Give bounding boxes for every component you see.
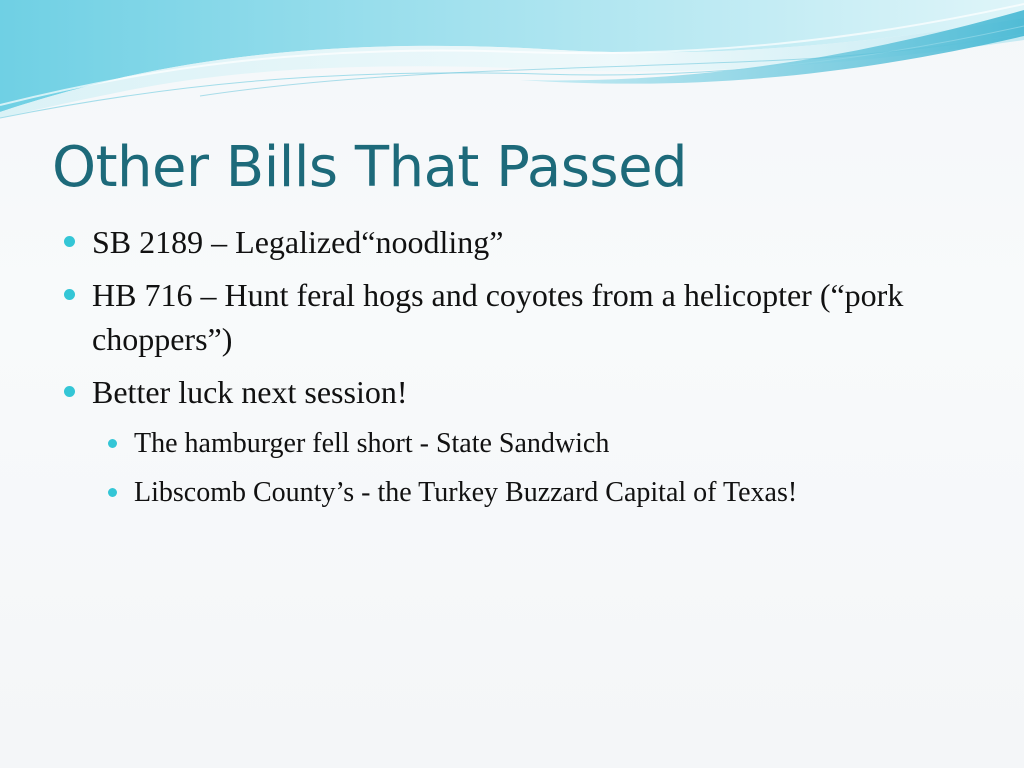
slide-title: Other Bills That Passed [52, 135, 688, 200]
sub-bullet-text: Libscomb County’s - the Turkey Buzzard Capital of Texas! [134, 477, 798, 508]
bullet-dot-icon [64, 386, 75, 397]
bullet-text: SB 2189 – Legalized“noodling” [92, 224, 504, 260]
bullet-list [0, 220, 1024, 521]
sub-bullet-dot-icon [108, 439, 117, 448]
sub-bullet-text: The hamburger fell short - State Sandwich [134, 428, 610, 459]
bullet-item [0, 220, 1024, 264]
bullet-dot-icon [64, 236, 75, 247]
sub-bullet-item [0, 423, 1024, 465]
bullet-dot-icon [64, 289, 75, 300]
bullet-text: Better luck next session! [92, 374, 408, 410]
bullet-item [0, 370, 1024, 414]
bullet-item [0, 273, 1024, 361]
sub-bullet-dot-icon [108, 488, 117, 497]
sub-bullet-item [0, 472, 1024, 514]
bullet-text: HB 716 – Hunt feral hogs and coyotes from a helicopter (“pork choppers”) [92, 277, 904, 357]
header-wave-decoration [0, 0, 1024, 130]
